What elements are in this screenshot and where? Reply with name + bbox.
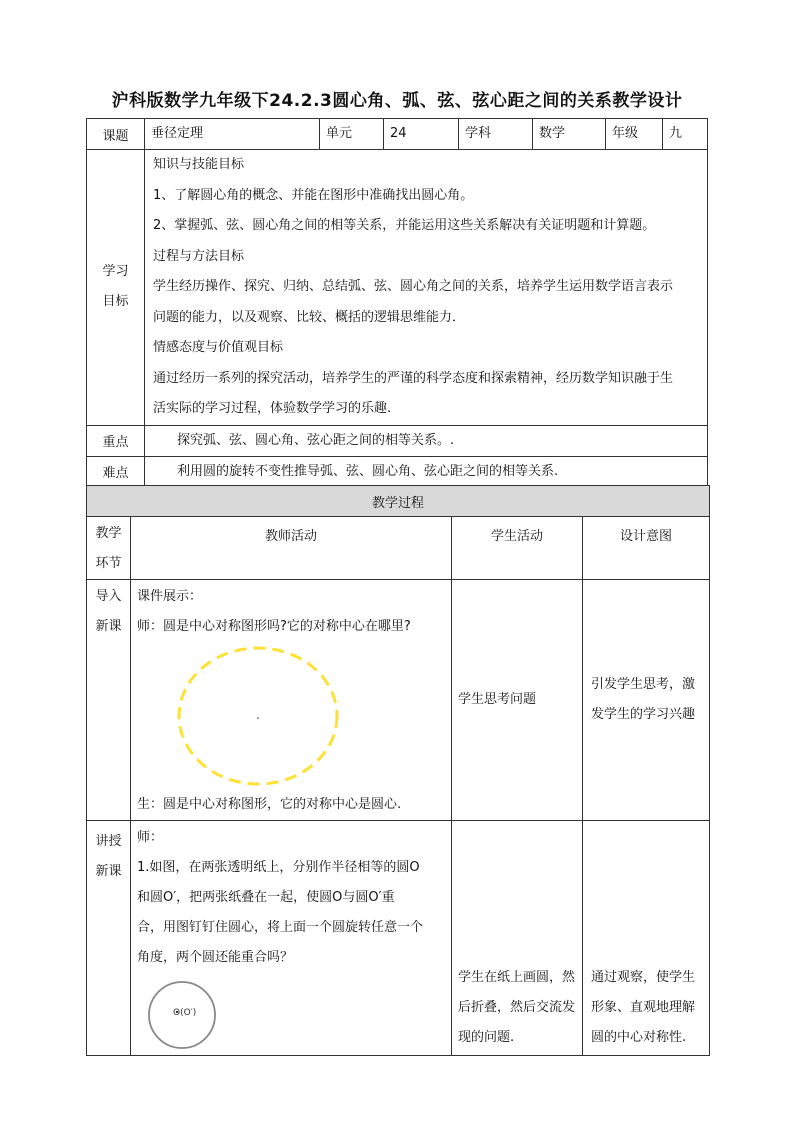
- info-table: [86, 118, 708, 488]
- stage-new-lesson: 讲授新课: [87, 821, 131, 1056]
- teacher-activity-intro: [131, 580, 452, 821]
- teacher-line: 课件展示：: [137, 589, 203, 604]
- student-activity-new: 学生在纸上画圆，然后折叠，然后交流发现的问题.: [452, 821, 583, 1056]
- teacher-line: 师：圆是中心对称图形吗?它的对称中心在哪里?: [137, 619, 411, 634]
- goals-line: 2、掌握弧、弦、圆心角之间的相等关系，并能运用这些关系解决有关证明题和计算题。: [153, 218, 656, 233]
- teacher-line: 合，用图钉钉住圆心，将上面一个圆旋转任意一个: [137, 920, 424, 935]
- subject-label: 课题: [87, 119, 145, 150]
- goals-line: 1、了解圆心角的概念、并能在图形中准确找出圆心角。: [153, 187, 474, 203]
- goals-line: 学生经历操作、探究、归纳、总结弧、弦、圆心角之间的关系，培养学生运用数学语言表示: [153, 279, 674, 294]
- circle-center-label: O(O′): [173, 1008, 197, 1018]
- teacher-activity-new: [131, 821, 452, 1056]
- difficulty-text: 利用圆的旋转不变性推导弧、弦、圆心角、弦心距之间的相等关系.: [145, 456, 708, 487]
- unit-label: 单元: [320, 119, 384, 150]
- key-point-label: 重点: [87, 425, 145, 456]
- goals-label: 学习目标: [87, 150, 145, 426]
- grade-value: 九: [663, 119, 708, 150]
- subject-value: 垂径定理: [145, 119, 320, 150]
- header-student: 学生活动: [452, 517, 583, 580]
- design-intent-new: 通过观察，使学生形象、直观地理解圆的中心对称性.: [583, 821, 710, 1056]
- goals-line: 情感态度与价值观目标: [153, 340, 284, 355]
- student-activity-intro: 学生思考问题: [452, 580, 583, 821]
- goals-line: 通过经历一系列的探究活动，培养学生的严谨的科学态度和探索精神，经历数学知识融于生: [153, 370, 674, 386]
- center-dot: [257, 717, 259, 719]
- goals-line: 活实际的学习过程，体验数学学习的乐趣.: [153, 401, 392, 416]
- process-table: [86, 485, 710, 1056]
- teacher-line: 1.如图，在两张透明纸上，分别作半径相等的圆O: [137, 860, 420, 875]
- teacher-line: 师：: [137, 830, 164, 845]
- goals-line: 过程与方法目标: [153, 248, 245, 264]
- design-intent-intro: 引发学生思考，激发学生的学习兴趣: [583, 580, 710, 821]
- teacher-line: 和圆O′，把两张纸叠在一起，使圆O与圆O′重: [137, 890, 395, 905]
- goals-line: 问题的能力，以及观察、比较、概括的逻辑思维能力．: [153, 309, 466, 325]
- teacher-line: 角度，两个圆还能重合吗？: [137, 950, 294, 965]
- goals-line: 知识与技能目标: [153, 157, 245, 172]
- overlap-circle-figure: [147, 979, 227, 1055]
- dashed-circle-figure: [177, 646, 347, 794]
- header-teacher: 教师活动: [131, 517, 452, 580]
- teacher-line: 生：圆是中心对称图形，它的对称中心是圆心.: [137, 797, 402, 812]
- course-value: 数学: [533, 119, 606, 150]
- key-point-text: 探究弧、弦、圆心角、弦心距之间的相等关系。.: [145, 425, 708, 456]
- course-label: 学科: [459, 119, 533, 150]
- document-title: 沪科版数学九年级下24.2.3圆心角、弧、弦、弦心距之间的关系教学设计: [111, 91, 683, 111]
- goals-content: [145, 150, 708, 426]
- difficulty-label: 难点: [87, 456, 145, 487]
- header-stage: 教学环节: [87, 517, 131, 580]
- process-title: 教学过程: [87, 486, 710, 517]
- header-intent: 设计意图: [583, 517, 710, 580]
- dashed-circle: [179, 648, 337, 784]
- grade-label: 年级: [606, 119, 663, 150]
- stage-intro: 导入新课: [87, 580, 131, 821]
- unit-value: 24: [384, 119, 459, 150]
